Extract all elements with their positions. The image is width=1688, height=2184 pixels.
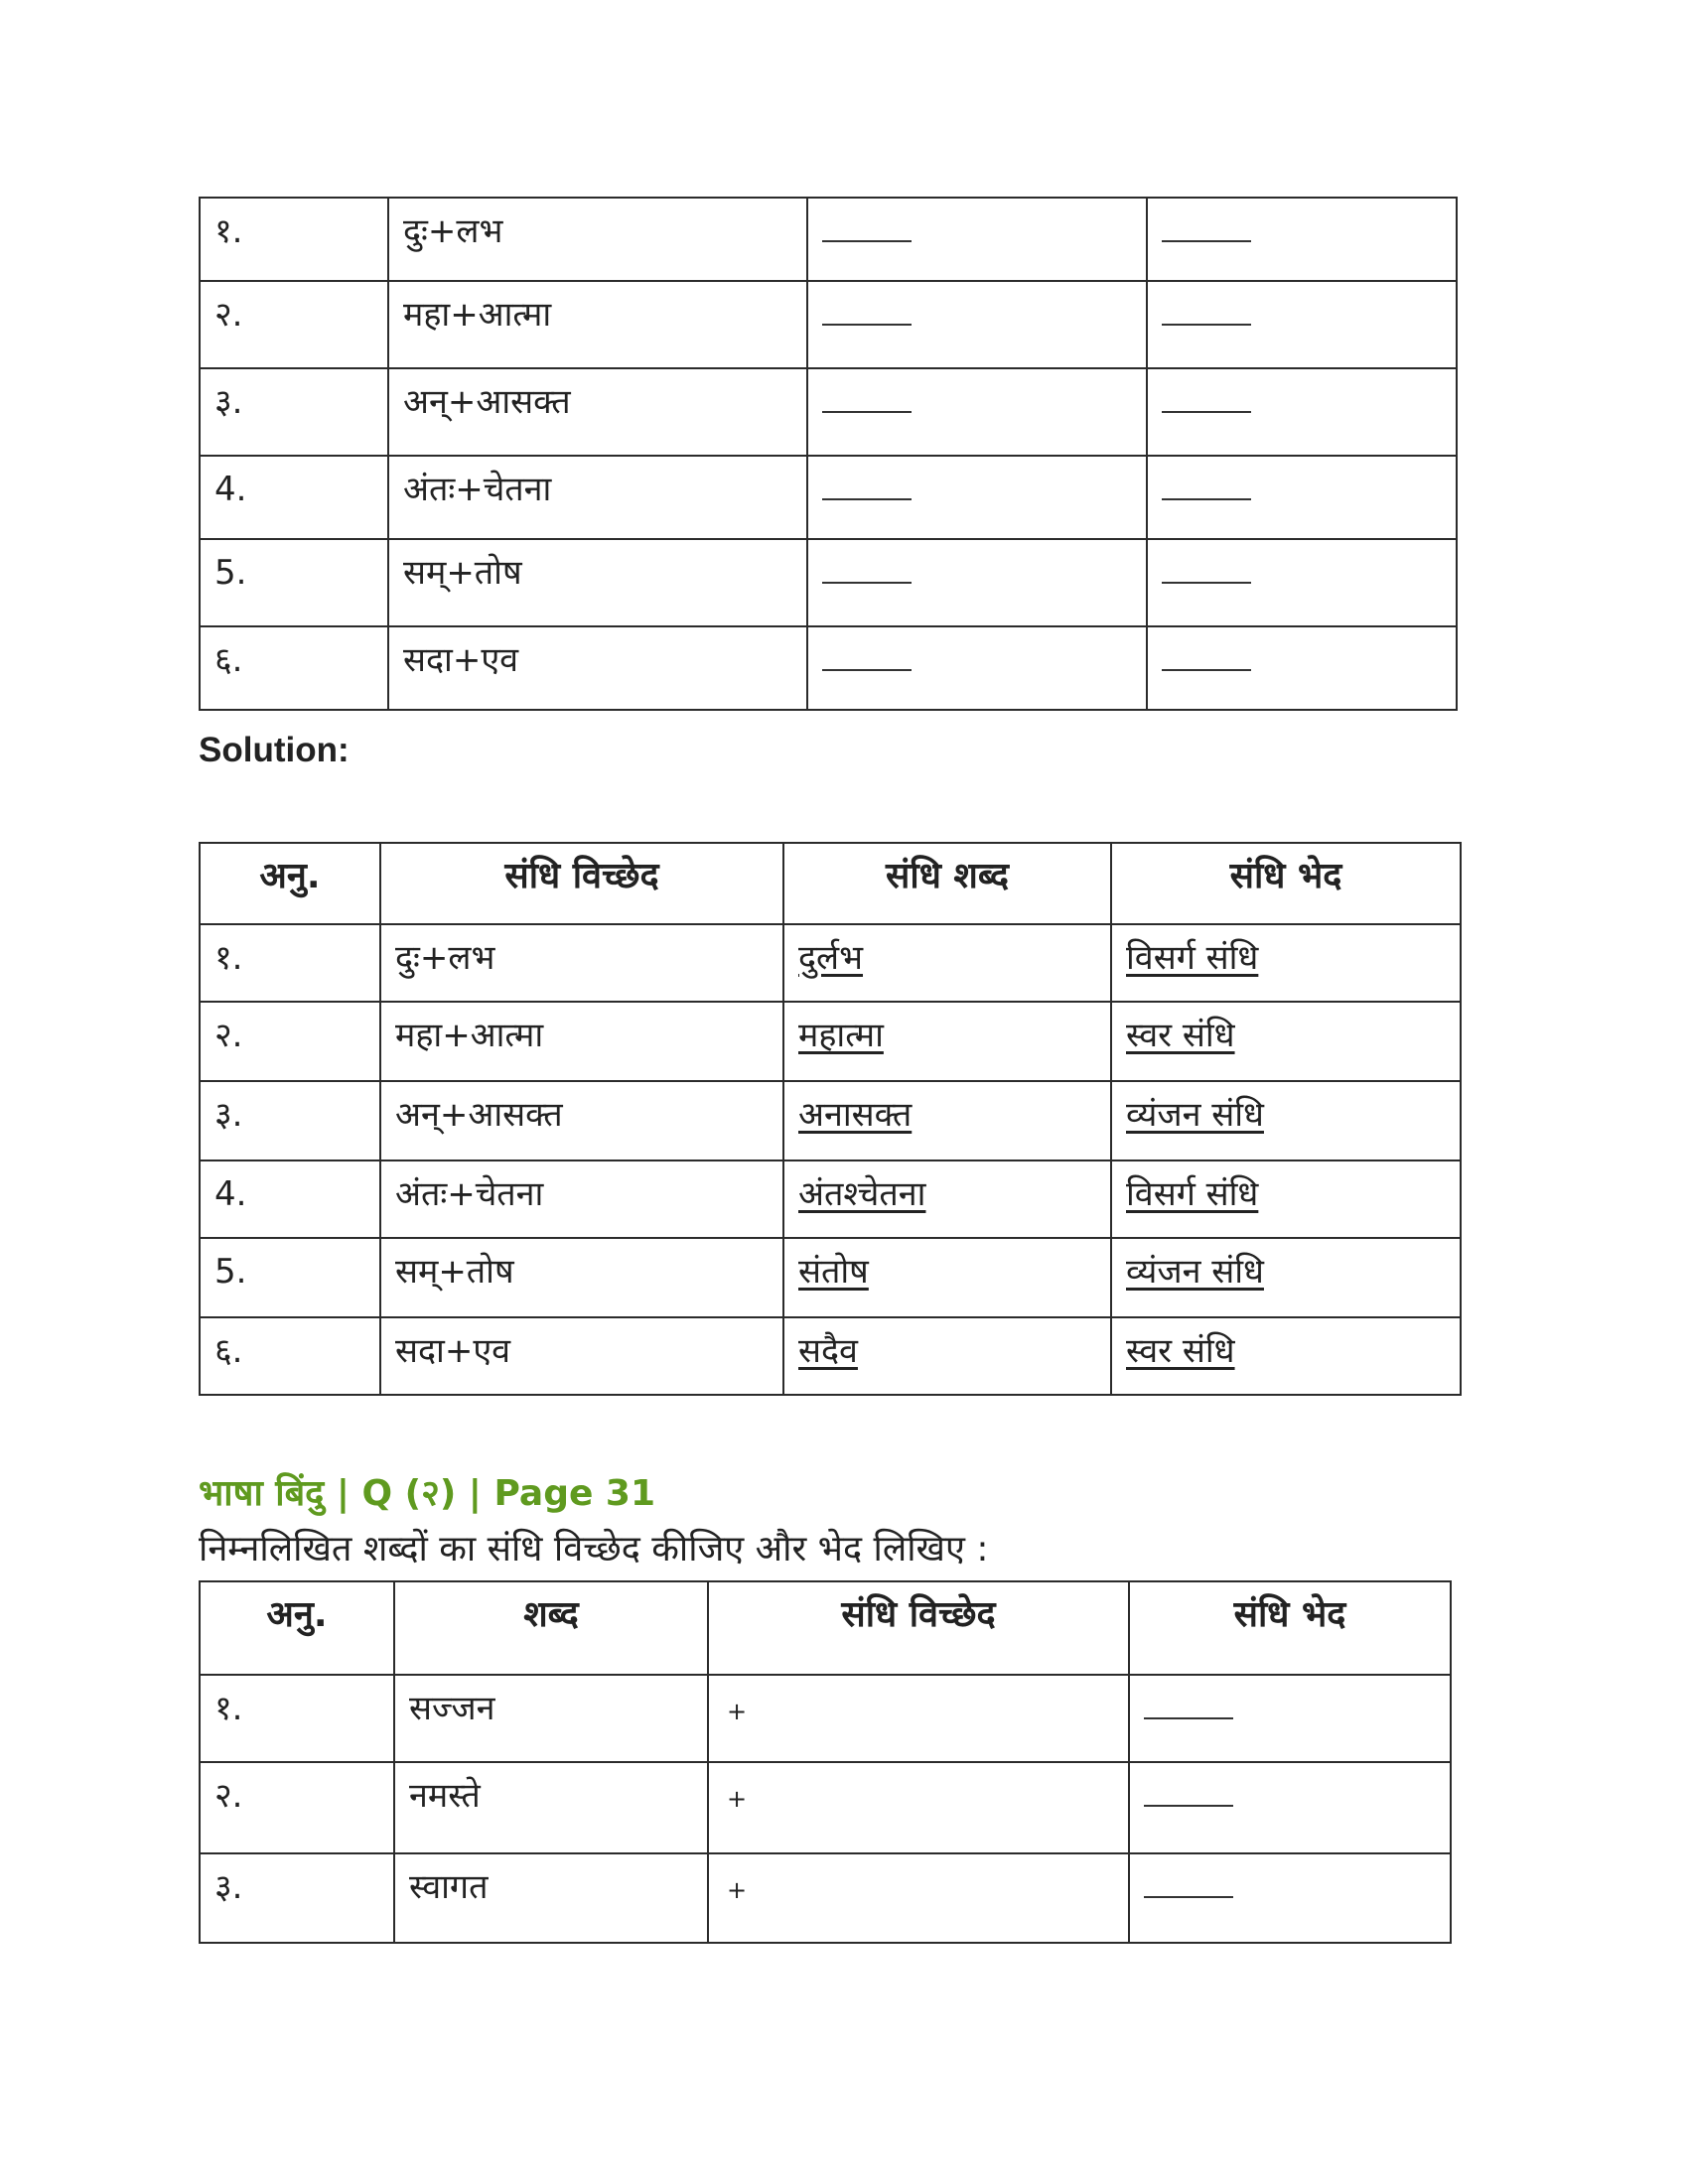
- row-number: १.: [200, 1675, 394, 1762]
- sandhi-viched: सम्+तोष: [380, 1238, 783, 1317]
- blank-line: [822, 639, 912, 671]
- bhed-blank: [1129, 1853, 1451, 1943]
- row-number: ३.: [200, 1081, 380, 1160]
- table-row: [200, 281, 1457, 368]
- row-number: ६.: [200, 626, 388, 710]
- sandhi-viched: सम्+तोष: [388, 539, 807, 626]
- answer-blank-shabd: [807, 626, 1147, 710]
- row-number: 5.: [200, 1238, 380, 1317]
- answer-blank-shabd: [807, 539, 1147, 626]
- table-row: [200, 1002, 1461, 1081]
- answer-word: सदैव: [798, 1331, 858, 1371]
- sandhi-viched: अन्+आसक्त: [388, 368, 807, 456]
- solution-label: Solution:: [199, 731, 350, 769]
- answer-type: व्यंजन संधि: [1126, 1095, 1264, 1135]
- answer-type: स्वर संधि: [1126, 1331, 1235, 1371]
- answer-blank-bhed: [1147, 456, 1457, 539]
- sandhi-shabd: [783, 1081, 1111, 1160]
- answer-blank-bhed: [1147, 198, 1457, 281]
- answer-blank-shabd: [807, 281, 1147, 368]
- table-row: [200, 1853, 1451, 1943]
- blank-line: [822, 469, 912, 500]
- plus-sign: +: [727, 1876, 748, 1904]
- sandhi-viched: अंतः+चेतना: [380, 1160, 783, 1238]
- answer-type: विसर्ग संधि: [1126, 1174, 1259, 1214]
- solution-table: [199, 842, 1462, 1396]
- answer-word: महात्मा: [798, 1016, 884, 1055]
- viched-blank: [708, 1853, 1129, 1943]
- answer-word: अनासक्त: [798, 1095, 913, 1135]
- blank-line: [1162, 210, 1251, 242]
- table-row: [200, 1317, 1461, 1395]
- sandhi-viched: महा+आत्मा: [380, 1002, 783, 1081]
- sandhi-shabd: [783, 1317, 1111, 1395]
- answer-blank-bhed: [1147, 539, 1457, 626]
- question-table: [199, 1580, 1452, 1944]
- row-number: 4.: [200, 1160, 380, 1238]
- blank-line: [1162, 469, 1251, 500]
- answer-blank-shabd: [807, 198, 1147, 281]
- bhed-blank: [1129, 1762, 1451, 1853]
- answer-blank-shabd: [807, 368, 1147, 456]
- sandhi-shabd: [783, 1160, 1111, 1238]
- table-row: [200, 368, 1457, 456]
- blank-line: [1144, 1866, 1233, 1898]
- table-row: [200, 1081, 1461, 1160]
- sandhi-shabd: [783, 924, 1111, 1002]
- row-number: 5.: [200, 539, 388, 626]
- blank-line: [1162, 381, 1251, 413]
- viched-blank: [708, 1762, 1129, 1853]
- row-number: २.: [200, 1762, 394, 1853]
- row-number: २.: [200, 281, 388, 368]
- sandhi-bhed: [1111, 1081, 1461, 1160]
- header-sandhi-viched: संधि विच्छेद: [380, 843, 783, 924]
- sandhi-bhed: [1111, 1160, 1461, 1238]
- bhed-blank: [1129, 1675, 1451, 1762]
- row-number: 4.: [200, 456, 388, 539]
- blank-line: [1162, 294, 1251, 326]
- answer-blank-bhed: [1147, 281, 1457, 368]
- word: स्वागत: [394, 1853, 708, 1943]
- header-sandhi-shabd: संधि शब्द: [783, 843, 1111, 924]
- viched-blank: [708, 1675, 1129, 1762]
- table-header-row: [200, 843, 1461, 924]
- sandhi-bhed: [1111, 1002, 1461, 1081]
- sandhi-bhed: [1111, 1238, 1461, 1317]
- table-row: [200, 539, 1457, 626]
- exercise-table: [199, 197, 1458, 711]
- blank-line: [1144, 1688, 1233, 1719]
- instruction-text: निम्नलिखित शब्दों का संधि विच्छेद कीजिए और भेद लिखिए :: [199, 1529, 989, 1570]
- table-row: [200, 1238, 1461, 1317]
- plus-sign: +: [727, 1785, 748, 1813]
- answer-type: व्यंजन संधि: [1126, 1252, 1264, 1292]
- row-number: ३.: [200, 1853, 394, 1943]
- header-sandhi-bhed: संधि भेद: [1111, 843, 1461, 924]
- table-row: [200, 1160, 1461, 1238]
- section-heading: भाषा बिंदु | Q (२) | Page 31: [199, 1473, 656, 1514]
- table-row: [200, 626, 1457, 710]
- word: सज्जन: [394, 1675, 708, 1762]
- header-anu: अनु.: [200, 1581, 394, 1675]
- header-shabd: शब्द: [394, 1581, 708, 1675]
- answer-word: अंतश्चेतना: [798, 1174, 926, 1214]
- blank-line: [822, 210, 912, 242]
- blank-line: [1162, 639, 1251, 671]
- row-number: ६.: [200, 1317, 380, 1395]
- answer-blank-bhed: [1147, 368, 1457, 456]
- sandhi-shabd: [783, 1238, 1111, 1317]
- row-number: २.: [200, 1002, 380, 1081]
- table-row: [200, 924, 1461, 1002]
- sandhi-viched: महा+आत्मा: [388, 281, 807, 368]
- word: नमस्ते: [394, 1762, 708, 1853]
- sandhi-viched: सदा+एव: [388, 626, 807, 710]
- row-number: १.: [200, 924, 380, 1002]
- sandhi-shabd: [783, 1002, 1111, 1081]
- table-header-row: [200, 1581, 1451, 1675]
- sandhi-bhed: [1111, 1317, 1461, 1395]
- sandhi-viched: अन्+आसक्त: [380, 1081, 783, 1160]
- answer-word: संतोष: [798, 1252, 869, 1292]
- answer-type: स्वर संधि: [1126, 1016, 1235, 1055]
- table-row: [200, 1762, 1451, 1853]
- row-number: ३.: [200, 368, 388, 456]
- answer-blank-bhed: [1147, 626, 1457, 710]
- blank-line: [822, 294, 912, 326]
- answer-blank-shabd: [807, 456, 1147, 539]
- table-row: [200, 198, 1457, 281]
- table-row: [200, 1675, 1451, 1762]
- sandhi-bhed: [1111, 924, 1461, 1002]
- answer-type: विसर्ग संधि: [1126, 938, 1259, 978]
- row-number: १.: [200, 198, 388, 281]
- sandhi-viched: दुः+लभ: [380, 924, 783, 1002]
- header-anu: अनु.: [200, 843, 380, 924]
- answer-word: दुर्लभ: [798, 938, 864, 978]
- sandhi-viched: दुः+लभ: [388, 198, 807, 281]
- blank-line: [822, 552, 912, 584]
- sandhi-viched: सदा+एव: [380, 1317, 783, 1395]
- plus-sign: +: [727, 1698, 748, 1725]
- blank-line: [822, 381, 912, 413]
- blank-line: [1162, 552, 1251, 584]
- header-sandhi-viched: संधि विच्छेद: [708, 1581, 1129, 1675]
- sandhi-viched: अंतः+चेतना: [388, 456, 807, 539]
- table-row: [200, 456, 1457, 539]
- header-sandhi-bhed: संधि भेद: [1129, 1581, 1451, 1675]
- blank-line: [1144, 1775, 1233, 1807]
